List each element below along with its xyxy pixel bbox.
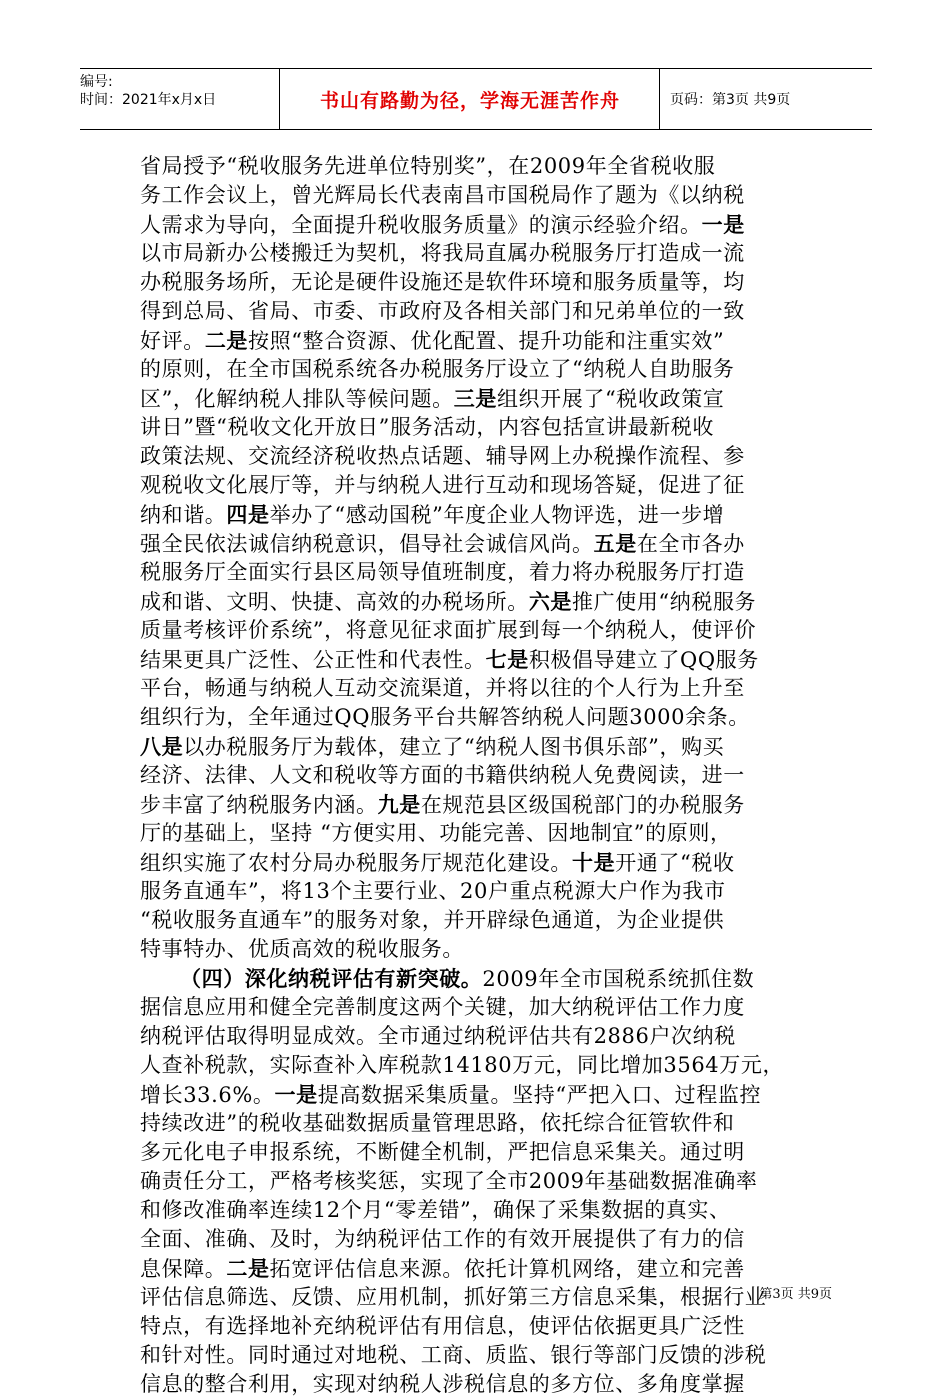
text-line bbox=[140, 297, 835, 326]
text-line bbox=[140, 877, 835, 906]
text-run: 成和谐、文明、快捷、高效的办税场所。 bbox=[140, 590, 529, 614]
text-run: 多元化电子申报系统，不断健全机制，严把信息采集关。通过明 bbox=[140, 1140, 745, 1164]
text-run: 按照“整合资源、优化配置、提升功能和注重实效” bbox=[248, 329, 725, 353]
text-line bbox=[140, 558, 835, 587]
bold-text: 六是 bbox=[528, 589, 573, 614]
text-run: 开通了“税收 bbox=[615, 851, 735, 875]
text-line bbox=[140, 1283, 835, 1312]
text-line bbox=[140, 471, 835, 500]
text-run: 息保障。 bbox=[140, 1257, 227, 1281]
text-line bbox=[140, 1022, 835, 1051]
bold-text: （四）深化纳税评估有新突破。 bbox=[180, 966, 483, 991]
header-page-number: 页码：第3页 共9页 bbox=[670, 92, 791, 108]
text-run: 省局授予“税收服务先进单位特别奖”，在2009年全省税收服 bbox=[140, 154, 716, 178]
text-line bbox=[140, 326, 835, 355]
text-run: 务工作会议上，曾光辉局长代表南昌市国税局作了题为《以纳税 bbox=[140, 183, 745, 207]
text-run: 税服务厅全面实行县区局领导值班制度，着力将办税服务厅打造 bbox=[140, 560, 745, 584]
bold-text: 七是 bbox=[485, 647, 529, 672]
text-run: 举办了“感动国税”年度企业人物评选，进一步增 bbox=[269, 503, 725, 527]
text-run: 好评。 bbox=[140, 329, 205, 353]
text-run: 纳和谐。 bbox=[140, 503, 227, 527]
text-run: 特事特办、优质高效的税收服务。 bbox=[140, 937, 464, 961]
text-line bbox=[140, 355, 835, 384]
text-line bbox=[140, 993, 835, 1022]
text-run: 人查补税款，实际查补入库税款14180万元，同比增加3564万元， bbox=[140, 1053, 785, 1077]
header-meta bbox=[80, 69, 280, 129]
text-run: 以市局新办公楼搬迁为契机，将我局直属办税服务厅打造成一流 bbox=[140, 241, 745, 265]
text-run: 区”，化解纳税人排队等候问题。 bbox=[140, 387, 454, 411]
text-line bbox=[140, 616, 835, 645]
text-line bbox=[140, 674, 835, 703]
text-run: 积极倡导建立了QQ服务 bbox=[528, 648, 759, 672]
bold-text: 十是 bbox=[572, 850, 616, 875]
text-line bbox=[140, 500, 835, 529]
text-run: 持续改进”的税收基础数据质量管理思路，依托综合征管软件和 bbox=[140, 1111, 735, 1135]
text-run: 讲日”暨“税收文化开放日”服务活动，内容包括宣讲最新税收 bbox=[140, 415, 715, 439]
text-line bbox=[140, 819, 835, 848]
text-line bbox=[140, 1138, 835, 1167]
text-run: 组织开展了“税收政策宣 bbox=[496, 387, 725, 411]
text-run: “税收服务直通车”的服务对象，并开辟绿色通道，为企业提供 bbox=[140, 908, 725, 932]
bold-text: 八是 bbox=[140, 734, 184, 759]
text-run: 政策法规、交流经济税收热点话题、辅导网上办税操作流程、参 bbox=[140, 444, 745, 468]
text-line bbox=[140, 935, 835, 964]
text-run: 组织实施了农村分局办税服务厅规范化建设。 bbox=[140, 851, 572, 875]
page-footer: 第3页 共9页 bbox=[759, 1287, 832, 1302]
text-run: 在规范县区级国税部门的办税服务 bbox=[420, 793, 745, 817]
text-line bbox=[140, 848, 835, 877]
text-run: 质量考核评价系统”，将意见征求面扩展到每一个纳税人，使评价 bbox=[140, 618, 757, 642]
text-run: 服务直通车”，将13个主要行业、20户重点税源大户作为我市 bbox=[140, 879, 726, 903]
text-line bbox=[140, 239, 835, 268]
bold-text: 三是 bbox=[453, 386, 497, 411]
text-run: 组织行为，全年通过QQ服务平台共解答纳税人问题3000余条。 bbox=[140, 705, 750, 729]
text-line bbox=[140, 413, 835, 442]
text-run: 厅的基础上，坚持 “方便实用、功能完善、因地制宜”的原则， bbox=[140, 821, 732, 845]
text-run: 评估信息筛选、反馈、应用机制，抓好第三方信息采集，根据行业 bbox=[140, 1285, 767, 1309]
text-line bbox=[140, 1051, 835, 1080]
text-run: 2009年全市国税系统抓住数 bbox=[482, 967, 755, 991]
text-line bbox=[140, 152, 835, 181]
text-line bbox=[140, 442, 835, 471]
text-line bbox=[140, 1109, 835, 1138]
text-run: 在全市各办 bbox=[636, 532, 745, 556]
text-line bbox=[140, 1080, 835, 1109]
text-line bbox=[140, 268, 835, 297]
text-line bbox=[140, 1167, 835, 1196]
text-run: 人需求为导向，全面提升税收服务质量》的演示经验介绍。 bbox=[140, 213, 702, 237]
text-run: 特点，有选择地补充纳税评估有用信息，使评估依据更具广泛性 bbox=[140, 1314, 745, 1338]
text-line bbox=[140, 732, 835, 761]
bold-text: 五是 bbox=[593, 531, 637, 556]
text-run: 推广使用“纳税服务 bbox=[572, 590, 757, 614]
text-line bbox=[140, 210, 835, 239]
text-run: 观税收文化展厅等，并与纳税人进行互动和现场答疑，促进了征 bbox=[140, 473, 745, 497]
bold-text: 一是 bbox=[274, 1082, 318, 1107]
page-header bbox=[80, 68, 872, 130]
text-run: 拓宽评估信息来源。依托计算机网络，建立和完善 bbox=[269, 1257, 745, 1281]
doc-number-label: 编号: bbox=[80, 74, 113, 90]
bold-text: 二是 bbox=[226, 1256, 270, 1281]
bold-text: 四是 bbox=[226, 502, 270, 527]
text-line bbox=[140, 1370, 835, 1399]
doc-time-label: 时间：2021年x月x日 bbox=[80, 92, 217, 108]
text-line bbox=[140, 906, 835, 935]
text-line bbox=[140, 1225, 835, 1254]
document-body bbox=[140, 152, 835, 1399]
text-run: 的原则，在全市国税系统各办税服务厅设立了“纳税人自助服务 bbox=[140, 357, 735, 381]
text-line bbox=[140, 529, 835, 558]
text-run: 和针对性。同时通过对地税、工商、质监、银行等部门反馈的涉税 bbox=[140, 1343, 767, 1367]
text-line bbox=[140, 1196, 835, 1225]
text-line bbox=[140, 587, 835, 616]
text-run: 步丰富了纳税服务内涵。 bbox=[140, 793, 378, 817]
text-run: 信息的整合利用，实现对纳税人涉税信息的多方位、多角度掌握 bbox=[140, 1372, 745, 1396]
text-line bbox=[140, 790, 835, 819]
text-line bbox=[140, 703, 835, 732]
text-line bbox=[140, 645, 835, 674]
text-run: 增长33.6%。 bbox=[140, 1083, 275, 1107]
bold-text: 一是 bbox=[701, 212, 745, 237]
text-run: 提高数据采集质量。坚持“严把入口、过程监控 bbox=[317, 1083, 762, 1107]
text-run: 和修改准确率连续12个月“零差错”，确保了采集数据的真实、 bbox=[140, 1198, 731, 1222]
text-run: 结果更具广泛性、公正性和代表性。 bbox=[140, 648, 486, 672]
text-run: 平台，畅通与纳税人互动交流渠道，并将以往的个人行为上升至 bbox=[140, 676, 745, 700]
text-run: 确责任分工，严格考核奖惩，实现了全市2009年基础数据准确率 bbox=[140, 1169, 758, 1193]
text-run: 经济、法律、人文和税收等方面的书籍供纳税人免费阅读，进一 bbox=[140, 763, 745, 787]
text-line bbox=[140, 1341, 835, 1370]
text-run: 全面、准确、及时，为纳税评估工作的有效开展提供了有力的信 bbox=[140, 1227, 745, 1251]
bold-text: 二是 bbox=[204, 328, 249, 353]
header-motto: 书山有路勤为径，学海无涯苦作舟 bbox=[281, 69, 660, 129]
text-run: 办税服务场所，无论是硬件设施还是软件环境和服务质量等，均 bbox=[140, 270, 745, 294]
text-run: 得到总局、省局、市委、市政府及各相关部门和兄弟单位的一致 bbox=[140, 299, 745, 323]
text-run: 纳税评估取得明显成效。全市通过纳税评估共有2886户次纳税 bbox=[140, 1024, 736, 1048]
text-line bbox=[140, 1254, 835, 1283]
text-line bbox=[140, 761, 835, 790]
text-line bbox=[140, 964, 835, 993]
text-line bbox=[140, 181, 835, 210]
text-line bbox=[140, 1312, 835, 1341]
text-run: 据信息应用和健全完善制度这两个关键，加大纳税评估工作力度 bbox=[140, 995, 745, 1019]
text-line bbox=[140, 384, 835, 413]
text-run: 以办税服务厅为载体，建立了“纳税人图书俱乐部”，购买 bbox=[183, 735, 725, 759]
text-run: 强全民依法诚信纳税意识，倡导社会诚信风尚。 bbox=[140, 532, 594, 556]
bold-text: 九是 bbox=[377, 792, 421, 817]
